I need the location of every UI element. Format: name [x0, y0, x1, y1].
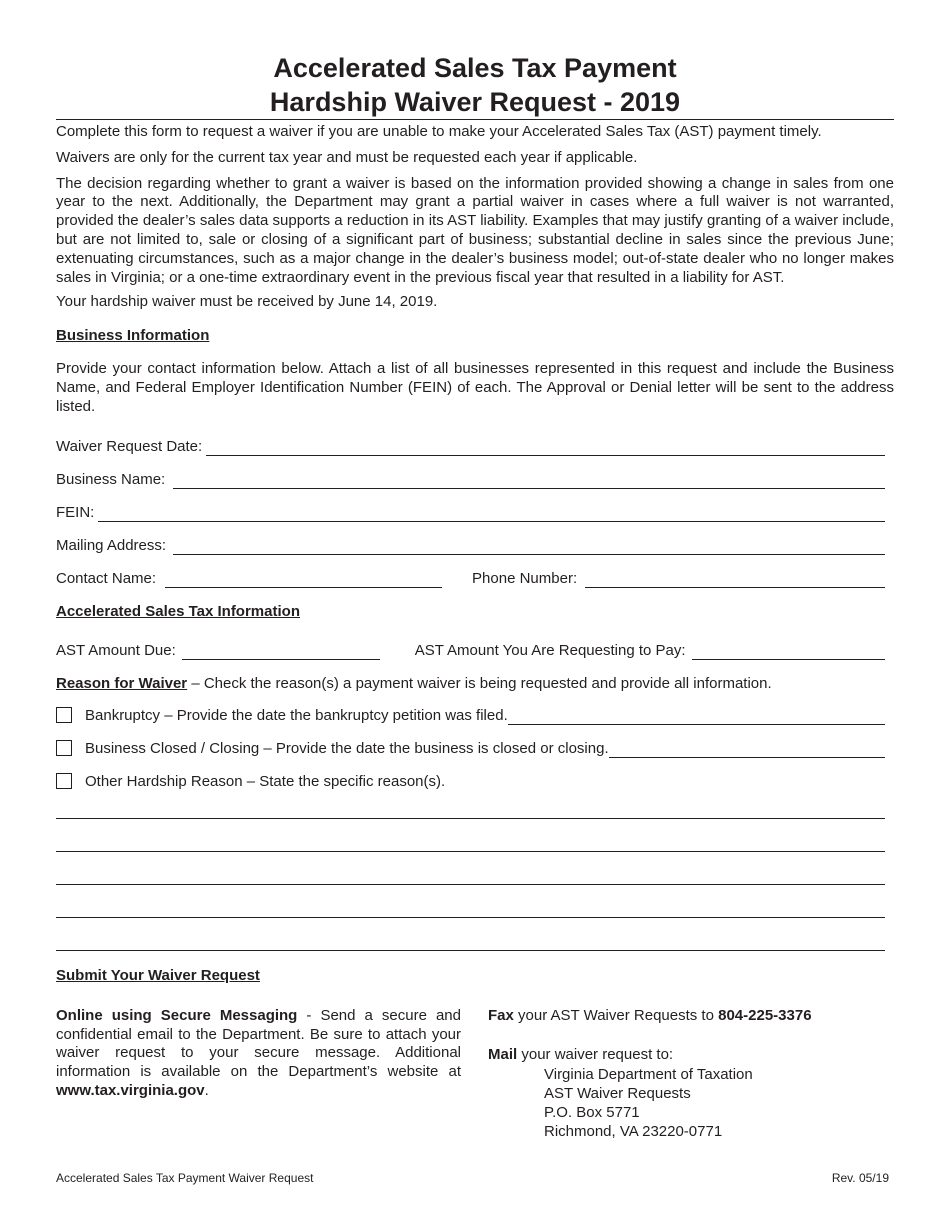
bankruptcy-date-field[interactable]: [508, 709, 885, 725]
address-line-2: AST Waiver Requests: [544, 1085, 691, 1103]
online-method-title: Online using Secure Messaging: [56, 1006, 298, 1024]
form-title: [56, 0, 894, 119]
ast-amount-row: [56, 642, 885, 660]
submit-methods: [56, 1007, 894, 1142]
closing-label: Business Closed / Closing – Provide the date the business is closed or closing.: [85, 740, 609, 758]
footer-form-name: Accelerated Sales Tax Payment Waiver Request: [56, 1171, 314, 1185]
title-line-2: Hardship Waiver Request - 2019: [269, 87, 681, 117]
contact-row: [56, 570, 885, 588]
waiver-date-label: Waiver Request Date:: [56, 437, 203, 455]
ast-amount-due-label: AST Amount Due:: [56, 641, 176, 659]
business-info-heading: Business Information: [56, 327, 210, 345]
business-name-row: [56, 471, 885, 489]
form-page: [56, 0, 894, 1142]
address-line-1: Virginia Department of Taxation: [544, 1066, 753, 1084]
ast-requesting-field[interactable]: [692, 644, 885, 660]
fein-label: FEIN:: [56, 503, 95, 521]
fax-mail-methods: [488, 1007, 894, 1142]
contact-name-label: Contact Name:: [56, 569, 157, 587]
option-closing-row: [56, 740, 885, 758]
bankruptcy-label: Bankruptcy – Provide the date the bankruptcy petition was filed.: [85, 707, 508, 725]
reason-instructions: [56, 675, 894, 694]
reason-line-5[interactable]: [56, 918, 885, 951]
business-name-field[interactable]: [173, 473, 885, 489]
waiver-date-field[interactable]: [206, 440, 885, 456]
address-line-3: P.O. Box 5771: [544, 1104, 640, 1122]
mailing-address-label: Mailing Address:: [56, 536, 167, 554]
closing-date-field[interactable]: [609, 742, 885, 758]
online-method-text: - Send a secure and confidential email to the Department. Be sure to attach your waiver request to your secure message. Additional information is available on the Department’s website at: [56, 1006, 461, 1081]
mailing-address-row: [56, 537, 885, 555]
submit-heading: Submit Your Waiver Request: [56, 966, 260, 984]
deadline-note: Your hardship waiver must be received by June 14, 2019.: [56, 293, 438, 311]
business-name-label: Business Name:: [56, 470, 166, 488]
ast-requesting-label: AST Amount You Are Requesting to Pay:: [414, 641, 686, 659]
other-reason-label: Other Hardship Reason – State the specific reason(s).: [85, 773, 446, 791]
title-divider: [56, 119, 894, 120]
bankruptcy-checkbox[interactable]: [56, 707, 72, 723]
fax-number: 804-225-3376: [718, 1006, 812, 1024]
reason-line-4[interactable]: [56, 885, 885, 918]
page-footer: [56, 1171, 889, 1185]
closing-checkbox[interactable]: [56, 740, 72, 756]
mail-title: Mail: [488, 1045, 518, 1063]
intro-paragraph-1: Complete this form to request a waiver if you are unable to make your Accelerated Sales Tax (AST) payment timely.: [56, 123, 822, 140]
reason-lines: [56, 786, 894, 951]
reason-line-2[interactable]: [56, 819, 885, 852]
waiver-date-row: [56, 438, 885, 456]
reason-line-3[interactable]: [56, 852, 885, 885]
fax-text: your AST Waiver Requests to: [513, 1006, 719, 1024]
phone-number-field[interactable]: [585, 572, 885, 588]
intro-paragraph-2: Waivers are only for the current tax year and must be requested each year if applicable.: [56, 148, 638, 166]
fein-row: [56, 504, 885, 522]
fax-title: Fax: [488, 1006, 514, 1024]
fein-field[interactable]: [98, 506, 885, 522]
fax-method: [488, 1007, 894, 1026]
ast-info-heading: Accelerated Sales Tax Information: [56, 602, 300, 620]
mail-method: [488, 1046, 894, 1065]
online-method: [56, 1007, 461, 1142]
option-bankruptcy-row: [56, 707, 885, 725]
business-instructions: Provide your contact information below. Attach a list of all businesses represented in this request and include the Business Name, and Federal Employer Identification Number (FEIN) of each. The Approval or Denial letter will be sent to the address listed.: [56, 360, 894, 415]
title-line-1: Accelerated Sales Tax Payment: [273, 53, 677, 83]
mailing-address: [544, 1066, 894, 1141]
website-link[interactable]: www.tax.virginia.gov: [56, 1082, 205, 1100]
online-method-end: .: [204, 1082, 209, 1100]
mail-text: your waiver request to:: [517, 1045, 674, 1063]
address-line-4: Richmond, VA 23220-0771: [544, 1122, 723, 1140]
phone-number-label: Phone Number:: [472, 569, 578, 587]
ast-amount-due-field[interactable]: [182, 644, 380, 660]
intro-paragraph-3: The decision regarding whether to grant a waiver is based on the information provided showing a change in sales from one year to the next. Additionally, the Department may grant a partial waiver in cases where a full waiver is not warranted, provided the dealer’s sales data supports a reduction in its AST liability. Examples that may justify granting of a waiver include, but are not limited to, sale or closing of a significant part of business; substantial decline in sales since the previous June; extenuating circumstances, such as a major change in the dealer’s business model; out-of-state dealer who no longer makes sales in Virginia; or a one-time extraordinary event in the previous fiscal year that resulted in a liability for AST.: [56, 174, 894, 286]
reason-heading: Reason for Waiver: [56, 674, 188, 692]
contact-name-field[interactable]: [165, 572, 442, 588]
footer-revision: Rev. 05/19: [831, 1171, 889, 1185]
reason-instructions-text: – Check the reason(s) a payment waiver is being requested and provide all information.: [187, 674, 772, 692]
mailing-address-field[interactable]: [173, 539, 885, 555]
other-reason-checkbox[interactable]: [56, 773, 72, 789]
